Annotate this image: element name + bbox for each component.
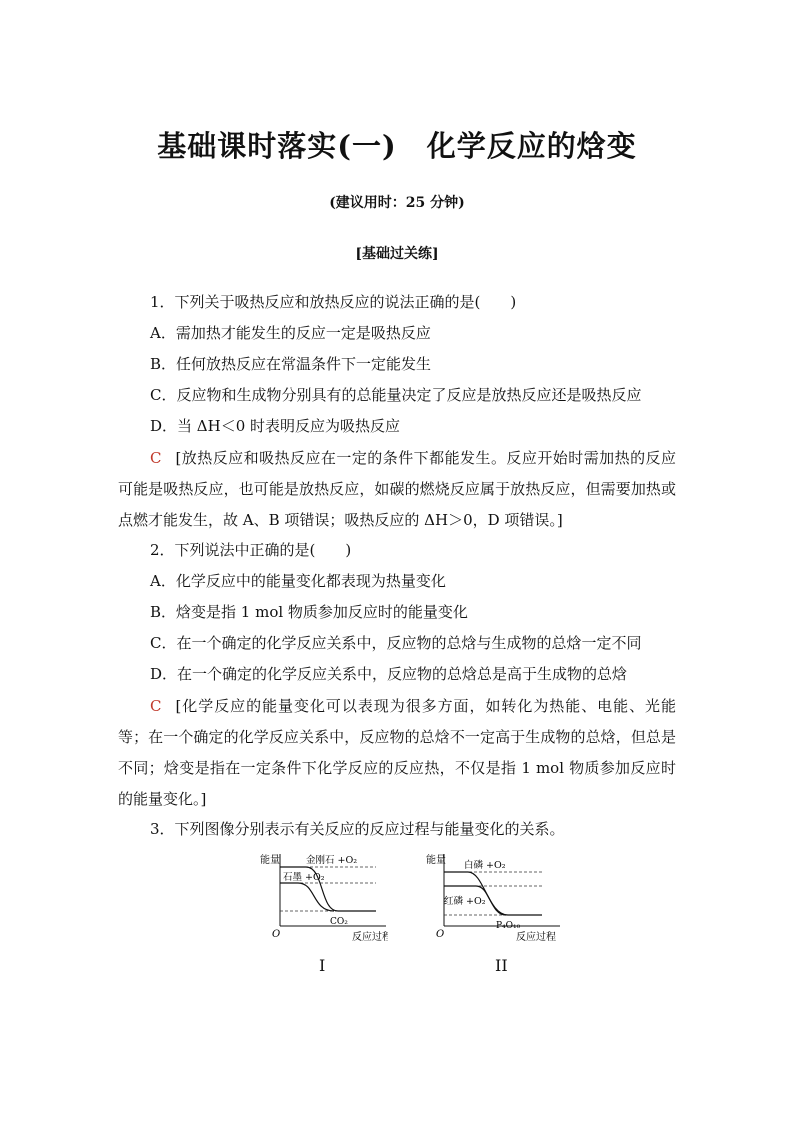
- diagram1-caption: I: [319, 956, 326, 975]
- q2-option-c: C．在一个确定的化学反应关系中，反应物的总焓与生成物的总焓一定不同: [150, 634, 642, 652]
- diagram2-caption: II: [495, 956, 508, 975]
- energy-diagram-1: [258, 852, 388, 948]
- q1-explanation: [放热反应和吸热反应在一定的条件下都能发生。反应开始时需加热的反应可能是吸热反应，也可能是放热反应，如碳的燃烧反应属于放热反应，但需要加热或点燃才能发生，故 A、B 项错误；吸热反应的 ΔH＞0，D 项错误。]: [118, 449, 676, 529]
- energy-diagram-2: [424, 852, 564, 948]
- q1-answer-block: [118, 443, 676, 536]
- q1-option-b: B．任何放热反应在常温条件下一定能发生: [150, 355, 432, 373]
- suggested-time: (建议用时：25 分钟): [329, 195, 465, 211]
- diagram1-curve-mid: [280, 883, 334, 911]
- diagram2-high-label: 白磷 +O₂: [464, 860, 506, 871]
- diagram2-xlabel: 反应过程: [516, 932, 556, 943]
- diagram2-low-label: P₄O₁₀: [496, 921, 521, 931]
- q2-option-d: D．在一个确定的化学反应关系中，反应物的总焓总是高于生成物的总焓: [150, 665, 628, 683]
- diagram2-mid-label: 红磷 +O₂: [444, 896, 486, 907]
- page-title: 基础课时落实(一) 化学反应的焓变: [157, 129, 637, 163]
- q1-option-a: A．需加热才能发生的反应一定是吸热反应: [150, 324, 431, 342]
- diagram2-ylabel: 能量: [426, 855, 446, 866]
- section-heading: [基础过关练]: [355, 246, 439, 262]
- q1-option-c: C．反应物和生成物分别具有的总能量决定了反应是放热反应还是吸热反应: [150, 386, 642, 404]
- q2-explanation: [化学反应的能量变化可以表现为很多方面，如转化为热能、电能、光能等；在一个确定的化学反应关系中，反应物的总焓不一定高于生成物的总焓，但总是不同；焓变是指在一定条件下化学反应的反应热，不仅是指 1 mol 物质参加反应时的能量变化。]: [118, 697, 676, 808]
- q2-answer: C: [150, 697, 162, 715]
- q2-option-b: B．焓变是指 1 mol 物质参加反应时的能量变化: [150, 603, 468, 621]
- diagram1-origin: O: [272, 929, 281, 940]
- diagram1-low-label: CO₂: [330, 917, 348, 927]
- q2-answer-block: [118, 691, 676, 815]
- q2-option-a: A．化学反应中的能量变化都表现为热量变化: [150, 572, 446, 590]
- q1-stem: 1．下列关于吸热反应和放热反应的说法正确的是( ): [150, 293, 517, 311]
- diagram1-ylabel: 能量: [260, 855, 280, 866]
- q3-stem: 3．下列图像分别表示有关反应的反应过程与能量变化的关系。: [150, 820, 565, 838]
- diagram2-origin: O: [436, 929, 445, 940]
- q2-stem: 2．下列说法中正确的是( ): [150, 541, 352, 559]
- diagram1-mid-label: 石墨 +O₂: [283, 872, 325, 883]
- q1-answer: C: [150, 449, 162, 467]
- diagram1-xlabel: 反应过程: [352, 932, 388, 943]
- diagram1-high-label: 金刚石 +O₂: [306, 855, 358, 866]
- q1-option-d: D．当 ΔH＜0 时表明反应为吸热反应: [150, 417, 401, 435]
- diagram2-curve-high: [444, 872, 542, 915]
